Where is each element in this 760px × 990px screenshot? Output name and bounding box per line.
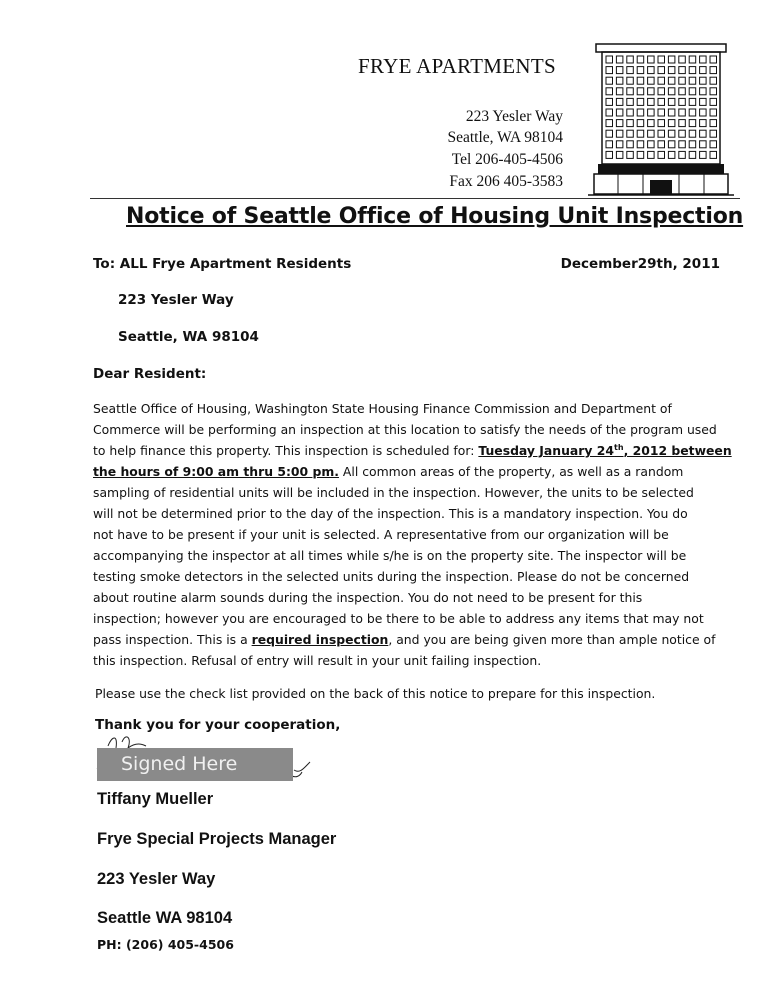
body-text: , and you are being given more than ample notice of: [388, 632, 716, 647]
date-ordinal: th: [614, 442, 624, 452]
body-line: Commerce will be performing an inspection at this location to satisfy the needs of the program used: [93, 422, 717, 437]
body-line: sampling of residential units will be included in the inspection. However, the units to be selected: [93, 485, 694, 500]
signature-placeholder: Signed Here: [97, 748, 293, 781]
body-line: accompanying the inspector at all times while s/he is on the property site. The inspector will be: [93, 548, 687, 563]
signer-name: Tiffany Mueller: [97, 790, 214, 808]
body-text: pass inspection. This is a: [93, 632, 252, 647]
body-line: Seattle Office of Housing, Washington State Housing Finance Commission and Department of: [93, 401, 672, 416]
body-line: [93, 629, 715, 650]
header-divider: [90, 198, 740, 199]
signer-address-line2: Seattle WA 98104: [97, 909, 233, 927]
notice-date: December29th, 2011: [560, 256, 720, 272]
body-line: this inspection. Refusal of entry will result in your unit failing inspection.: [93, 653, 542, 668]
letterhead-address-line2: Seattle, WA 98104: [447, 129, 563, 146]
body-text: to help finance this property. This inspection is scheduled for:: [93, 443, 479, 458]
body-line: not have to be present if your unit is selected. A representative from our organization will be: [93, 527, 669, 542]
inspection-date-emphasis: [478, 443, 731, 458]
letterhead-fax: Fax 206 405-3583: [449, 173, 563, 190]
signer-address-line1: 223 Yesler Way: [97, 870, 216, 888]
body-line: [93, 440, 732, 461]
checklist-note: Please use the check list provided on the back of this notice to prepare for this inspection.: [95, 686, 656, 701]
letterhead-tel: Tel 206-405-4506: [451, 151, 563, 168]
notice-title: Notice of Seattle Office of Housing Unit Inspection: [126, 204, 744, 229]
body-line: testing smoke detectors in the selected units during the inspection. Please do not be concerned: [93, 569, 690, 584]
salutation: Dear Resident:: [93, 366, 207, 382]
required-inspection-emphasis: required inspection: [251, 632, 389, 647]
recipient-line: To: ALL Frye Apartment Residents: [93, 256, 352, 272]
closing: Thank you for your cooperation,: [95, 717, 341, 733]
signer-title: Frye Special Projects Manager: [97, 830, 337, 848]
body-line: inspection; however you are encouraged to be there to be able to address any items that may not: [93, 611, 704, 626]
body-line: [93, 461, 715, 482]
building-icon: [588, 42, 734, 198]
body-text: All common areas of the property, as well as a random: [338, 464, 684, 479]
body-line: about routine alarm sounds during the inspection. You do not need to be present for this: [93, 590, 643, 605]
recipient-address-line1: 223 Yesler Way: [118, 292, 234, 308]
body-line: will not be determined prior to the day of the inspection. This is a mandatory inspection. You do: [93, 506, 688, 521]
recipient-address-line2: Seattle, WA 98104: [118, 329, 259, 345]
body-paragraph: [93, 398, 732, 671]
letterhead-address-line1: 223 Yesler Way: [465, 108, 563, 125]
signer-phone: PH: (206) 405-4506: [97, 937, 234, 952]
inspection-date: Tuesday January 24: [478, 443, 615, 458]
company-name: FRYE APARTMENTS: [358, 54, 556, 78]
inspection-hours: the hours of 9:00 am thru 5:00 pm.: [93, 464, 339, 479]
inspection-date-suffix: , 2012 between: [623, 443, 732, 458]
